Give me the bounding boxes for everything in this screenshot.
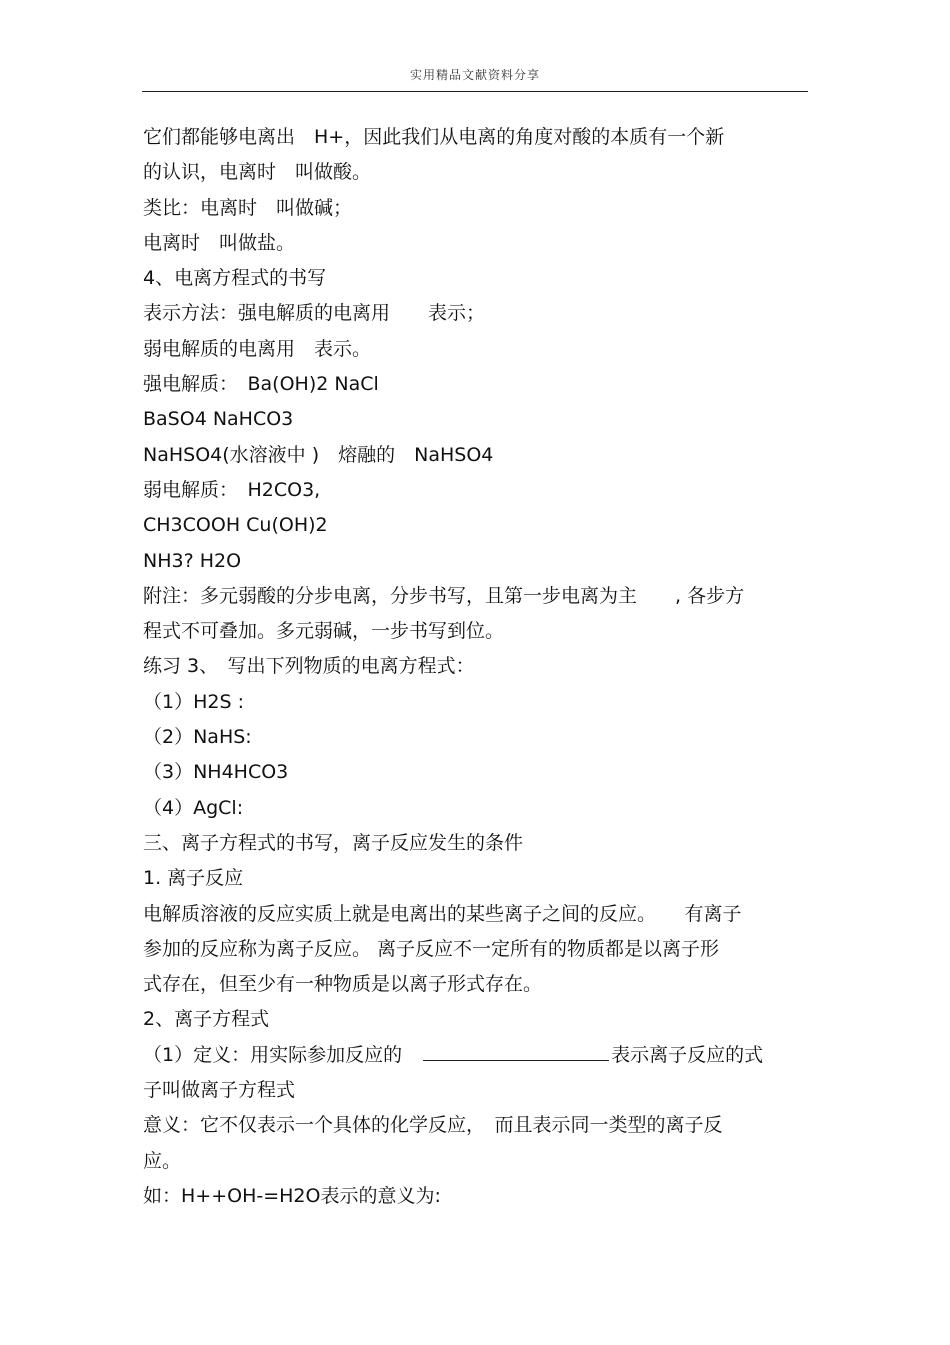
header-divider — [142, 91, 808, 92]
text-line: 如：H++OH-=H2O表示的意义为: — [143, 1184, 441, 1207]
exercise-item: （3）NH4HCO3 — [143, 761, 289, 784]
subsection-heading: 2、离子方程式 — [143, 1008, 270, 1031]
paragraph-line: 电解质溶液的反应实质上就是电离出的某些离子之间的反应。 有离子 — [143, 902, 742, 925]
page-header: 实用精品文献资料分享 — [409, 68, 540, 82]
text-line: 表示方法：强电解质的电离用 表示； — [143, 302, 486, 325]
paragraph-line: 参加的反应称为离子反应。 离子反应不一定所有的物质都是以离子形 — [143, 937, 720, 960]
text-line: 电离时 叫做盐。 — [143, 231, 296, 254]
text-line: 强电解质： Ba(OH)2 NaCl — [143, 373, 379, 396]
exercise-item: （4）AgCl: — [143, 796, 244, 819]
note-line: 附注：多元弱酸的分步电离，分步书写，且第一步电离为主 , 各步方 — [143, 584, 745, 607]
section-heading: 4、电离方程式的书写 — [143, 267, 327, 290]
text-line: 应。 — [143, 1149, 182, 1172]
paragraph-line: 式存在，但至少有一种物质是以离子形式存在。 — [143, 973, 543, 996]
text-line: 类比：电离时 叫做碱； — [143, 196, 353, 219]
definition-text-after: 表示离子反应的式 — [611, 1043, 764, 1066]
text-line: 的认识，电离时 叫做酸。 — [143, 161, 372, 184]
exercise-item: （1）H2S : — [143, 690, 244, 713]
note-line: 程式不可叠加。多元弱碱，一步书写到位。 — [143, 620, 505, 643]
text-line: BaSO4 NaHCO3 — [143, 408, 294, 431]
text-line: NH3? H2O — [143, 549, 242, 572]
section-heading: 三、离子方程式的书写，离子反应发生的条件 — [143, 831, 524, 854]
subsection-heading: 1. 离子反应 — [143, 867, 244, 890]
definition-line — [143, 1038, 808, 1073]
text-line: CH3COOH Cu(OH)2 — [143, 514, 328, 537]
text-line: 弱电解质的电离用 表示。 — [143, 337, 372, 360]
text-line: NaHSO4(水溶液中 ) 熔融的 NaHSO4 — [143, 443, 494, 466]
fill-in-blank[interactable] — [423, 1042, 609, 1061]
text-line: 弱电解质： H2CO3, — [143, 478, 321, 501]
text-line: 意义：它不仅表示一个具体的化学反应， 而且表示同一类型的离子反 — [143, 1114, 723, 1137]
exercise-heading: 练习 3、 写出下列物质的电离方程式： — [143, 655, 475, 678]
document-body — [143, 120, 808, 1214]
text-line: 子叫做离子方程式 — [143, 1079, 296, 1102]
text-line: 它们都能够电离出 H+，因此我们从电离的角度对酸的本质有一个新 — [143, 126, 725, 148]
exercise-item: （2）NaHS: — [143, 726, 252, 749]
definition-text-before: （1）定义：用实际参加反应的 — [143, 1043, 422, 1066]
